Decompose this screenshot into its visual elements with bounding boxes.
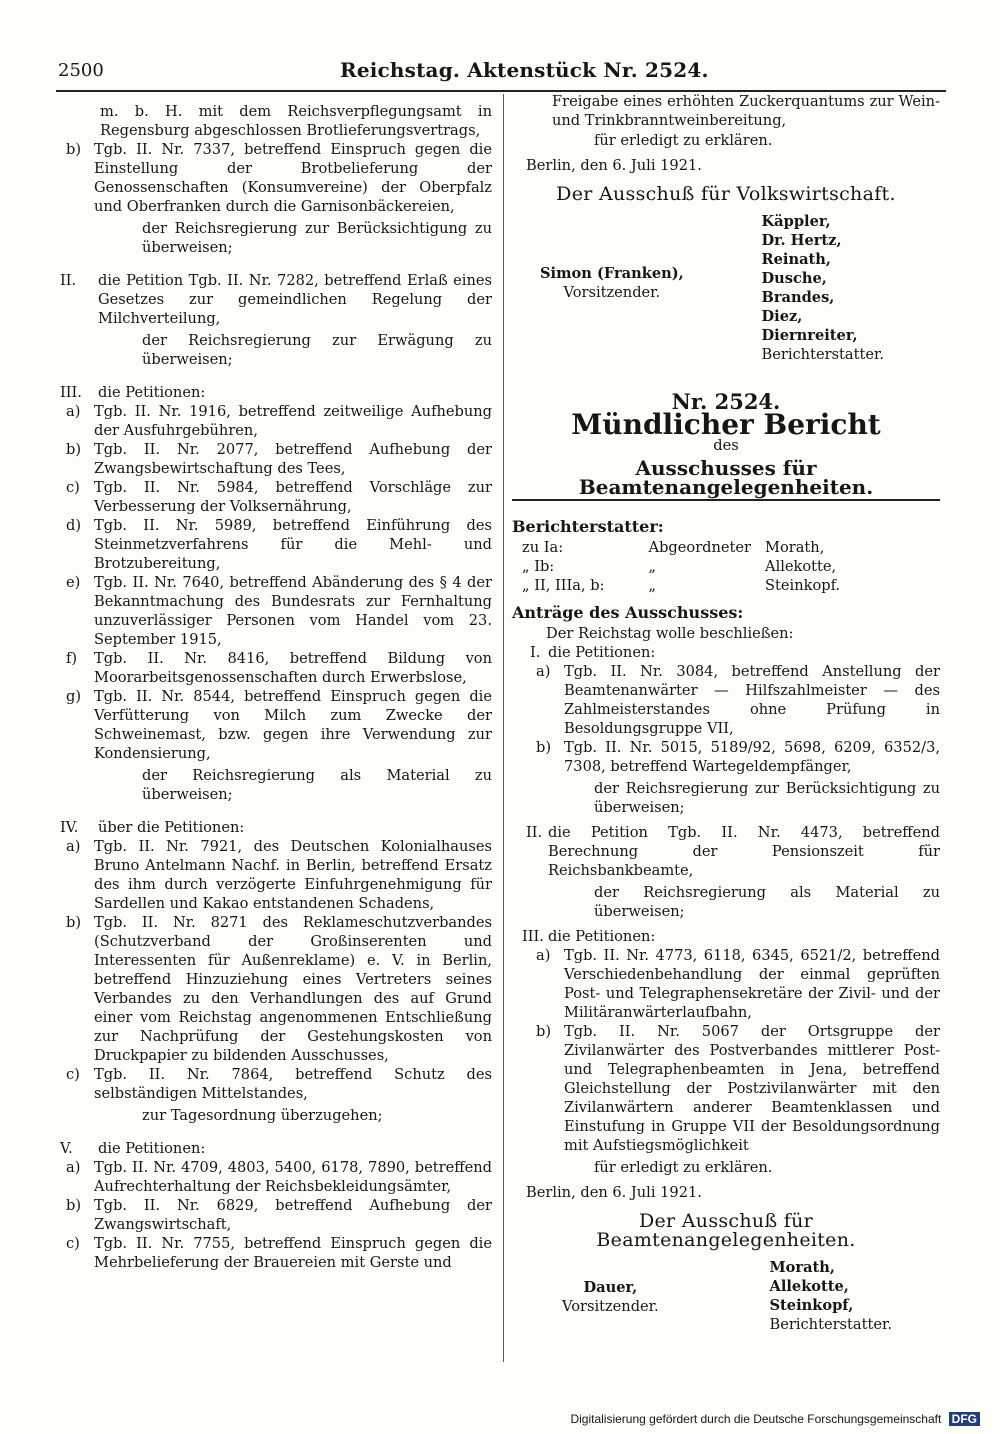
reporter-name: Steinkopf, bbox=[769, 1297, 854, 1314]
dfg-logo: DFG bbox=[949, 1412, 980, 1426]
chair-name: Simon (Franken), bbox=[540, 265, 684, 282]
item-text: Tgb. II. Nr. 5067 der Ortsgruppe der Zivilanwärter des Postverbandes mittlerer Post- und Telegraphenbeamten in Jena, betreffend Gleichstellung der Postzivilanwärter mit den Zivilanwärtern anderer Beamtenklassen und Einstufung in Gruppe VII der Besoldungsordnung mit Aufstiegsmöglichkeit bbox=[564, 1023, 940, 1154]
petition-item bbox=[60, 478, 492, 516]
roman-section-iii bbox=[512, 927, 940, 946]
item-label: a) bbox=[536, 663, 551, 680]
date-line: Berlin, den 6. Juli 1921. bbox=[526, 157, 702, 174]
roman-section-ii bbox=[60, 271, 492, 328]
petition-item bbox=[60, 687, 492, 763]
item-text: Tgb. II. Nr. 5015, 5189/92, 5698, 6209, 6352/3, 7308, betreffend Wartegeldempfänger, bbox=[564, 739, 940, 775]
item-text: Tgb. II. Nr. 8271 des Reklameschutzverbandes (Schutzverband der Großinserenten und Interessenten für Außenreklame) e. V. in Berlin, betreffend Hinzuziehung eines Vertreters seines Verbandes zu den Verhandlungen des auf Grund einer vom Reichstag angenommenen Entschließung zur Nachprüfung der Gestehungskosten von Druckpapier zu bildenden Ausschusses, bbox=[94, 914, 492, 1064]
reporter-name: Morath, bbox=[769, 1259, 835, 1276]
committee-title: Der Ausschuß für Volkswirtschaft. bbox=[556, 183, 896, 205]
roman-section-ii bbox=[512, 823, 940, 880]
resolution-text: der Reichsregierung zur Berücksichtigung zu überweisen; bbox=[142, 220, 492, 256]
chair-role: Vorsitzender. bbox=[562, 1298, 659, 1315]
petition-item bbox=[60, 837, 492, 913]
item-text: Tgb. II. Nr. 8416, betreffend Bildung von Moorarbeitsgenossenschaften durch Erwerbslose, bbox=[94, 650, 492, 686]
item-label: b) bbox=[66, 914, 82, 931]
item-label: b) bbox=[66, 1197, 82, 1214]
digitization-footer bbox=[570, 1412, 980, 1426]
petition-list bbox=[60, 837, 492, 1103]
page-header bbox=[0, 56, 1000, 86]
roman-label: III. bbox=[522, 928, 544, 945]
petition-item bbox=[60, 649, 492, 687]
resolution-text: der Reichsregierung zur Berücksichtigung zu überweisen; bbox=[594, 780, 940, 816]
roman-label: II. bbox=[526, 824, 543, 841]
item-text: Tgb. II. Nr. 7640, betreffend Abänderung des § 4 der Bekanntmachung des Bundesrats zur Fernhaltung unzuverlässiger Personen vom Handel vom 23. September 1915, bbox=[94, 574, 492, 648]
motions-intro: Der Reichstag wolle beschließen: bbox=[546, 625, 794, 642]
chair-signature bbox=[562, 1278, 659, 1316]
roman-section-iii bbox=[60, 383, 492, 402]
petition-item bbox=[530, 1022, 940, 1155]
petition-item bbox=[60, 1158, 492, 1196]
committee-heading: Ausschusses für Beamtenangelegenheiten. bbox=[512, 459, 940, 501]
item-label: b) bbox=[66, 141, 82, 158]
petition-item bbox=[60, 573, 492, 649]
section-text: die Petitionen: bbox=[548, 928, 656, 945]
item-label: e) bbox=[66, 574, 81, 591]
petition-list bbox=[512, 662, 940, 776]
petition-item bbox=[60, 402, 492, 440]
item-text: Tgb. II. Nr. 7337, betreffend Einspruch gegen die Einstellung der Brotbelieferung der Genossenschaften (Konsumvereine) der Oberpfalz und Oberfranken durch die Garnisonbäckereien, bbox=[94, 141, 492, 215]
item-label: b) bbox=[536, 739, 552, 756]
item-text: Tgb. II. Nr. 7921, des Deutschen Kolonialhauses Bruno Antelmann Nachf. in Berlin, betreffend Ersatz des ihm durch verzögerte Einfuhrgenehmigung für Sardellen und Kakao entstandenen Schadens, bbox=[94, 838, 492, 912]
reporter-name: Brandes, bbox=[761, 289, 835, 306]
resolution-text: für erledigt zu erklären. bbox=[594, 1159, 773, 1176]
resolution-text: zur Tagesordnung überzugehen; bbox=[142, 1107, 383, 1124]
list-item bbox=[60, 140, 492, 216]
section-text: die Petitionen: bbox=[98, 384, 206, 401]
reporter-name: Diernreiter, bbox=[761, 327, 858, 344]
continuation-text: m. b. H. mit dem Reichsverpflegungsamt in Regensburg abgeschlossen Brotlieferungsvertrags, bbox=[100, 103, 492, 139]
item-label: a) bbox=[536, 947, 551, 964]
reporter-name: Käppler, bbox=[761, 213, 831, 230]
petition-item bbox=[60, 1065, 492, 1103]
date-line: Berlin, den 6. Juli 1921. bbox=[526, 1184, 702, 1201]
reporter-name: Reinath, bbox=[761, 251, 831, 268]
item-text: Tgb. II. Nr. 5984, betreffend Vorschläge zur Verbesserung der Volksernährung, bbox=[94, 479, 492, 515]
petition-item bbox=[60, 516, 492, 573]
reporters-table bbox=[522, 538, 854, 595]
item-label: a) bbox=[66, 403, 81, 420]
reporter-cell-name: Allekotte, bbox=[765, 558, 837, 575]
reporter-name: Dr. Hertz, bbox=[761, 232, 842, 249]
resolution-text: der Reichsregierung als Material zu überweisen; bbox=[594, 884, 940, 920]
reporter-cell-zu: zu Ia: bbox=[522, 539, 564, 556]
committee-title: Der Ausschuß für Beamtenangelegenheiten. bbox=[596, 1210, 856, 1251]
reporter-cell-name: Steinkopf. bbox=[765, 577, 841, 594]
item-label: a) bbox=[66, 1159, 81, 1176]
section-text: die Petition Tgb. II. Nr. 4473, betreffend Berechnung der Pensionszeit für Reichsbankbeamte, bbox=[548, 824, 940, 879]
item-label: d) bbox=[66, 517, 82, 534]
roman-label: II. bbox=[60, 272, 77, 289]
item-label: c) bbox=[66, 1066, 80, 1083]
resolution-text: für erledigt zu erklären. bbox=[594, 132, 773, 149]
item-label: b) bbox=[66, 441, 82, 458]
item-text: Tgb. II. Nr. 4773, 6118, 6345, 6521/2, betreffend Verschiedenbehandlung der einmal geprüften Post- und Telegraphensekretäre der Zivil- und der Militäranwärterlaufbahn, bbox=[564, 947, 940, 1021]
item-text: Tgb. II. Nr. 6829, betreffend Aufhebung der Zwangswirtschaft, bbox=[94, 1197, 492, 1233]
petition-item bbox=[530, 662, 940, 738]
reporters-heading: Berichterstatter: bbox=[512, 517, 664, 536]
reporter-name: Diez, bbox=[761, 308, 803, 325]
petition-list bbox=[60, 1158, 492, 1272]
left-column bbox=[60, 102, 492, 1272]
roman-label: IV. bbox=[60, 819, 79, 836]
document-title: Mündlicher Bericht bbox=[571, 408, 881, 441]
item-text: Tgb. II. Nr. 8544, betreffend Einspruch gegen die Verfütterung von Milch zum Zwecke der Schweinemast, bzw. gegen ihre Verwendung zur Kondensierung, bbox=[94, 688, 492, 762]
chair-name: Dauer, bbox=[583, 1279, 638, 1296]
chair-role: Vorsitzender. bbox=[563, 284, 661, 301]
petition-list bbox=[60, 402, 492, 763]
column-divider bbox=[503, 94, 504, 1362]
item-text: Tgb. II. Nr. 5989, betreffend Einführung des Steinmetzverfahrens für die Mehl- und Brotzubereitung, bbox=[94, 517, 492, 572]
roman-section-v bbox=[60, 1139, 492, 1158]
reporter-cell-name: Morath, bbox=[765, 539, 825, 556]
section-text: über die Petitionen: bbox=[98, 819, 245, 836]
signature-block bbox=[512, 212, 940, 372]
reporter-signatures bbox=[762, 212, 885, 364]
reporter-cell-zu: „ II, IIIa, b: bbox=[522, 577, 605, 594]
continuation-text: Freigabe eines erhöhten Zuckerquantums zur Wein- und Trinkbranntweinbereitung, bbox=[552, 93, 940, 129]
item-label: g) bbox=[66, 688, 82, 705]
item-label: b) bbox=[536, 1023, 552, 1040]
reporter-name: Dusche, bbox=[761, 270, 827, 287]
reporter-role: Berichterstatter. bbox=[761, 346, 884, 363]
roman-section-i bbox=[512, 643, 940, 662]
running-title: Reichstag. Aktenstück Nr. 2524. bbox=[340, 58, 709, 82]
petition-item bbox=[60, 440, 492, 478]
motions-heading: Anträge des Ausschusses: bbox=[512, 603, 744, 622]
reporter-role: Berichterstatter. bbox=[769, 1316, 892, 1333]
right-column bbox=[512, 92, 940, 1358]
reporter-row bbox=[522, 538, 854, 557]
reporter-signatures bbox=[770, 1258, 893, 1334]
item-label: a) bbox=[66, 838, 81, 855]
item-text: Tgb. II. Nr. 3084, betreffend Anstellung der Beamtenanwärter — Hilfszahlmeister — des Zahlmeisterstandes ohne Prüfung in Besoldungsgruppe VII, bbox=[564, 663, 940, 737]
chair-signature bbox=[540, 264, 684, 302]
section-text: die Petitionen: bbox=[548, 644, 656, 661]
item-text: Tgb. II. Nr. 2077, betreffend Aufhebung der Zwangsbewirtschaftung des Tees, bbox=[94, 441, 492, 477]
footer-text: Digitalisierung gefördert durch die Deutsche Forschungsgemeinschaft bbox=[570, 1412, 942, 1426]
item-label: c) bbox=[66, 479, 80, 496]
title-connector: des bbox=[713, 437, 739, 454]
reporter-cell-role: „ bbox=[648, 577, 657, 594]
petition-item bbox=[530, 738, 940, 776]
item-text: Tgb. II. Nr. 7864, betreffend Schutz des selbständigen Mittelstandes, bbox=[94, 1066, 492, 1102]
resolution-text: der Reichsregierung zur Erwägung zu überweisen; bbox=[142, 332, 492, 368]
petition-item bbox=[60, 1234, 492, 1272]
petition-list bbox=[512, 946, 940, 1155]
reporter-list bbox=[770, 1258, 893, 1315]
roman-label: I. bbox=[530, 644, 541, 661]
reporter-list bbox=[762, 212, 885, 345]
section-text: die Petition Tgb. II. Nr. 7282, betreffend Erlaß eines Gesetzes zur gemeindlichen Regelung der Milchverteilung, bbox=[98, 272, 492, 327]
reporter-row bbox=[522, 576, 854, 595]
petition-item bbox=[530, 946, 940, 1022]
reporter-name: Allekotte, bbox=[769, 1278, 849, 1295]
document-number: Nr. 2524. bbox=[671, 389, 781, 414]
resolution-text: der Reichsregierung als Material zu überweisen; bbox=[142, 767, 492, 803]
petition-item bbox=[60, 913, 492, 1065]
petition-item bbox=[60, 1196, 492, 1234]
roman-label: III. bbox=[60, 384, 82, 401]
reporter-cell-role: „ bbox=[648, 558, 657, 575]
reporter-cell-role: Abgeordneter bbox=[648, 539, 752, 556]
section-text: die Petitionen: bbox=[98, 1140, 206, 1157]
item-text: Tgb. II. Nr. 4709, 4803, 5400, 6178, 7890, betreffend Aufrechterhaltung der Reichsbekleidungsämter, bbox=[94, 1159, 492, 1195]
reporter-row bbox=[522, 557, 854, 576]
item-label: f) bbox=[66, 650, 78, 667]
signature-block bbox=[512, 1258, 940, 1358]
item-label: c) bbox=[66, 1235, 80, 1252]
item-text: Tgb. II. Nr. 1916, betreffend zeitweilige Aufhebung der Ausfuhrgebühren, bbox=[94, 403, 492, 439]
page-number: 2500 bbox=[58, 60, 104, 81]
roman-label: V. bbox=[60, 1140, 73, 1157]
item-text: Tgb. II. Nr. 7755, betreffend Einspruch gegen die Mehrbelieferung der Brauereien mit Gerste und bbox=[94, 1235, 492, 1271]
reporter-cell-zu: „ Ib: bbox=[522, 558, 555, 575]
roman-section-iv bbox=[60, 818, 492, 837]
